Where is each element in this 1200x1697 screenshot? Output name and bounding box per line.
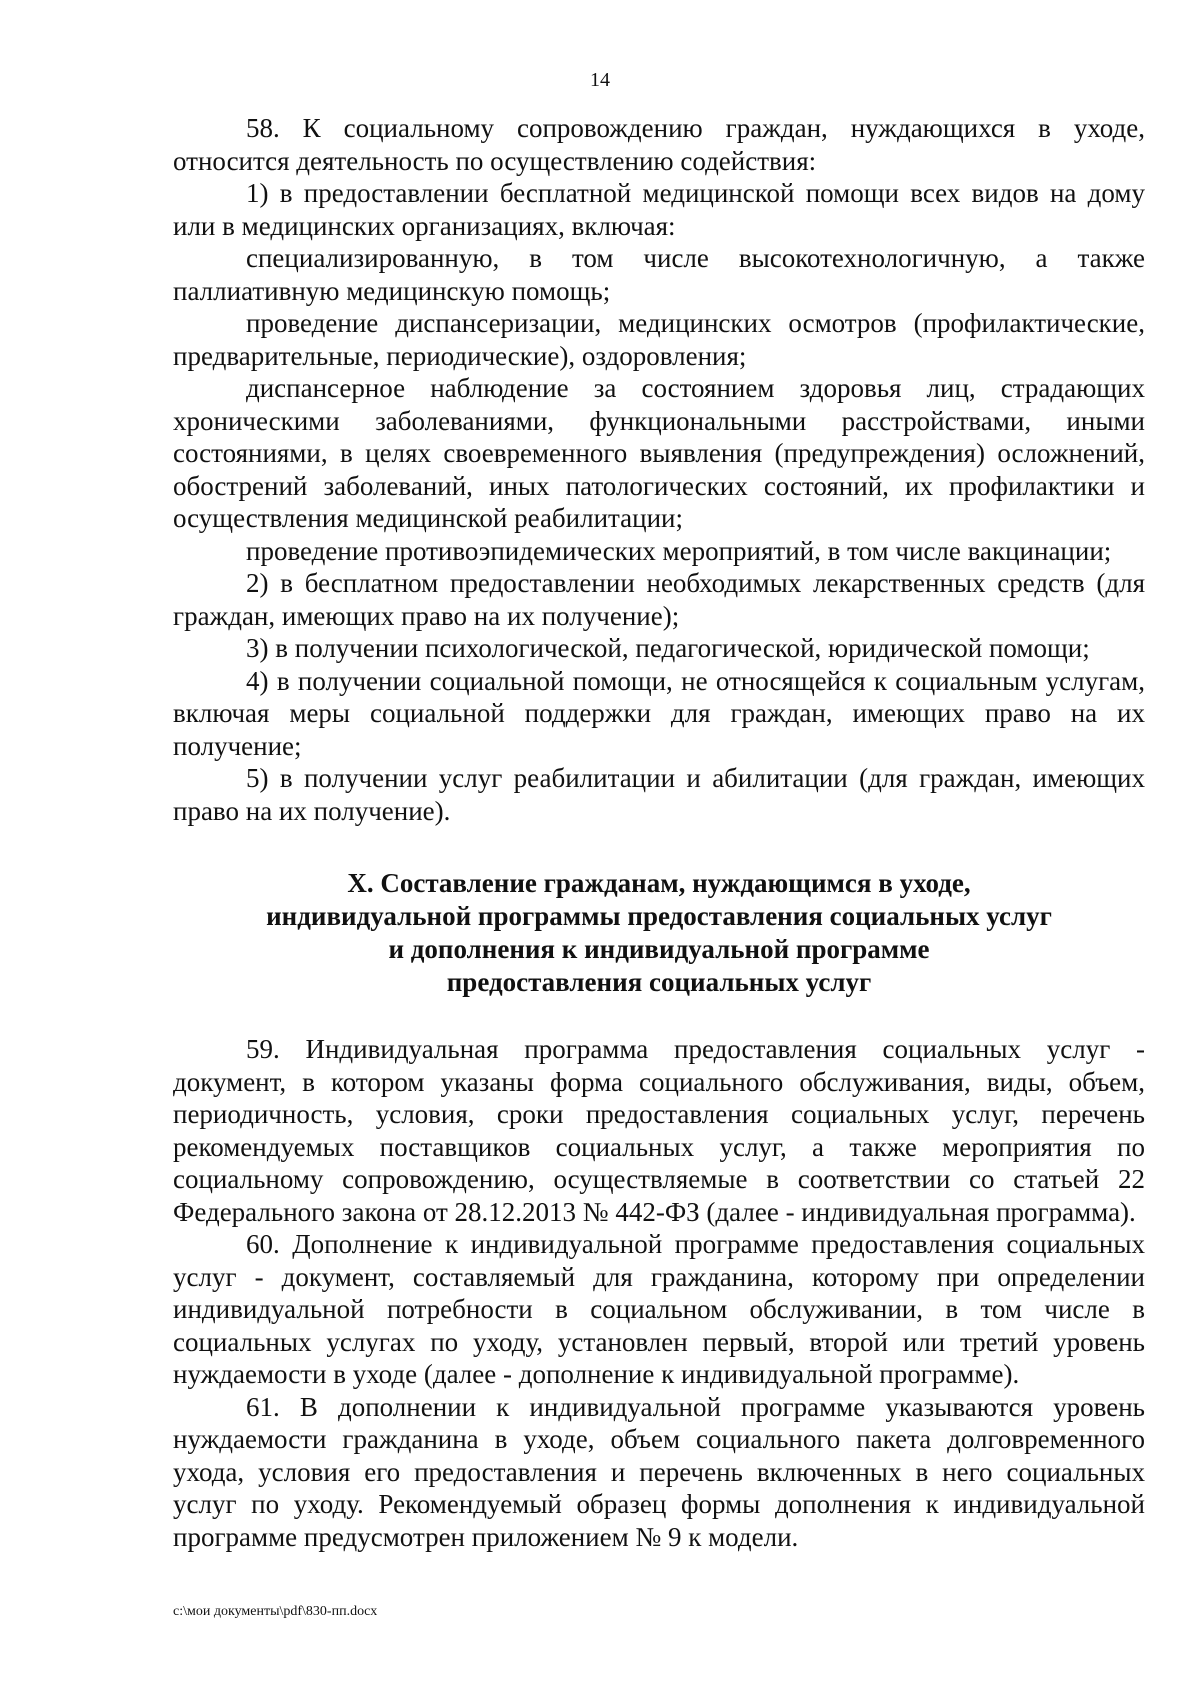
sub-item-observation: диспансерное наблюдение за состоянием здоровья лиц, страдающих хроническими заболеваниями, функциональными расстройствами, иными состояниями, в целях своевременного выявления (предупреждения) осложнений, обострений заболеваний, иных патологических состояний, их профилактики и осуществления медицинской реабилитации; <box>173 373 1145 533</box>
list-item-2: 2) в бесплатном предоставлении необходимых лекарственных средств (для граждан, имеющих право на их получение); <box>173 568 1145 631</box>
heading-line-4: предоставления социальных услуг <box>446 967 872 997</box>
sub-item-dispensarization: проведение диспансеризации, медицинских осмотров (профилактические, предварительные, периодические), оздоровления; <box>173 308 1145 371</box>
heading-line-1: X. Составление гражданам, нуждающимся в уходе, <box>347 868 971 898</box>
list-item-1: 1) в предоставлении бесплатной медицинской помощи всех видов на дому или в медицинских организациях, включая: <box>173 178 1145 241</box>
paragraph-59: 59. Индивидуальная программа предоставления социальных услуг - документ, в котором указаны форма социального обслуживания, виды, объем, периодичность, условия, сроки предоставления социальных услуг, перечень рекомендуемых поставщиков социальных услуг, а также мероприятия по социальному сопровождению, осуществляемые в соответствии со статьей 22 Федерального закона от 28.12.2013 № 442-ФЗ (далее - индивидуальная программа). <box>173 1034 1145 1227</box>
heading-line-2: индивидуальной программы предоставления социальных услуг <box>266 901 1052 931</box>
heading-line-3: и дополнения к индивидуальной программе <box>388 934 930 964</box>
page-number: 14 <box>590 69 610 91</box>
footer-file-path: c:\мои документы\pdf\830-пп.docx <box>173 1604 378 1619</box>
sub-item-vaccination: проведение противоэпидемических мероприятий, в том числе вакцинации; <box>246 535 1112 566</box>
document-body <box>173 112 1145 1553</box>
paragraph-58: 58. К социальному сопровождению граждан, нуждающихся в уходе, относится деятельность по осуществлению содействия: <box>173 113 1145 176</box>
paragraph-60: 60. Дополнение к индивидуальной программе предоставления социальных услуг - документ, составляемый для гражданина, которому при определении индивидуальной потребности в социальном обслуживании, в том числе в социальных услугах по уходу, установлен первый, второй или третий уровень нуждаемости в уходе (далее - дополнение к индивидуальной программе). <box>173 1229 1145 1389</box>
list-item-5: 5) в получении услуг реабилитации и абилитации (для граждан, имеющих право на их получение). <box>173 763 1145 826</box>
section-heading <box>173 867 1145 999</box>
sub-item-specialized: специализированную, в том числе высокотехнологичную, а также паллиативную медицинскую помощь; <box>173 243 1145 306</box>
list-item-4: 4) в получении социальной помощи, не относящейся к социальным услугам, включая меры социальной поддержки для граждан, имеющих право на их получение; <box>173 665 1145 761</box>
paragraph-61: 61. В дополнении к индивидуальной программе указываются уровень нуждаемости гражданина в уходе, объем социального пакета долговременного ухода, условия его предоставления и перечень включенных в него социальных услуг по уходу. Рекомендуемый образец формы дополнения к индивидуальной программе предусмотрен приложением № 9 к модели. <box>173 1391 1145 1552</box>
list-item-3: 3) в получении психологической, педагогической, юридической помощи; <box>246 633 1090 663</box>
